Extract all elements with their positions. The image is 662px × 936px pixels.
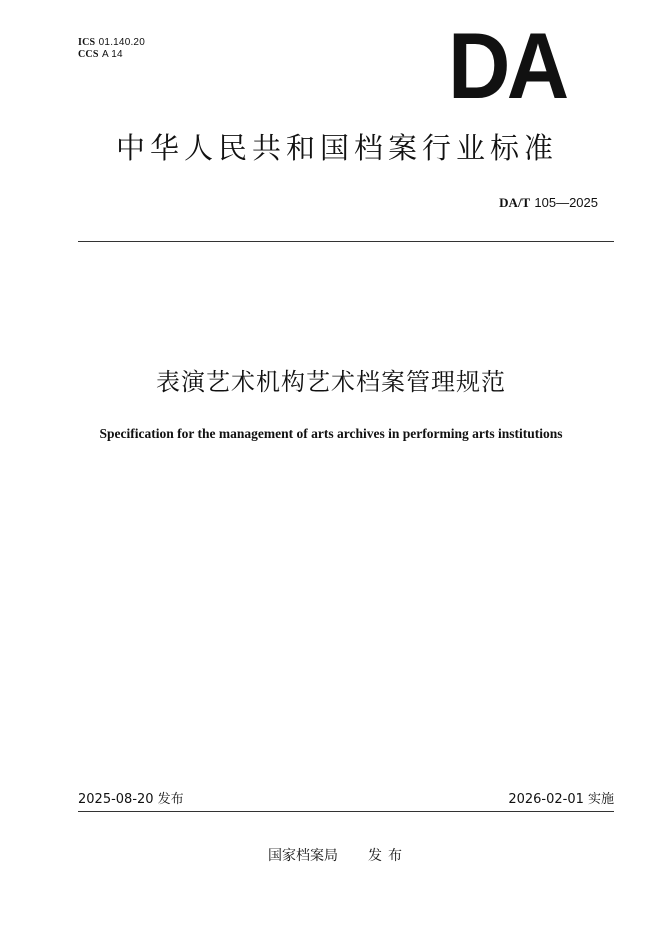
issuer-name: 国家档案局 bbox=[268, 848, 338, 864]
ics-code: 01.140.20 bbox=[98, 37, 145, 48]
da-logo: DA bbox=[448, 13, 566, 118]
issuer-line bbox=[268, 846, 408, 866]
top-divider bbox=[78, 241, 614, 242]
standard-code-number: 105—2025 bbox=[534, 195, 598, 210]
ics-line bbox=[78, 37, 145, 49]
issuer-verb: 发布 bbox=[368, 848, 408, 864]
ccs-label: CCS bbox=[78, 49, 99, 60]
bottom-divider bbox=[78, 811, 614, 812]
issue-date: 2025-08-20 发布 bbox=[78, 792, 184, 807]
document-title-cn: 表演艺术机构艺术档案管理规范 bbox=[156, 368, 506, 396]
ccs-code: A 14 bbox=[102, 49, 123, 60]
ics-label: ICS bbox=[78, 37, 96, 48]
standard-code-prefix: DA/T bbox=[499, 195, 531, 210]
implementation-date: 2026-02-01 实施 bbox=[508, 792, 614, 807]
document-title-en: Specification for the management of arts archives in performing arts institutions bbox=[99, 426, 563, 441]
organization-standard-title: 中华人民共和国档案行业标准 bbox=[115, 131, 558, 165]
standard-code bbox=[499, 195, 598, 212]
classification-codes bbox=[78, 37, 145, 61]
ccs-line bbox=[78, 49, 145, 61]
